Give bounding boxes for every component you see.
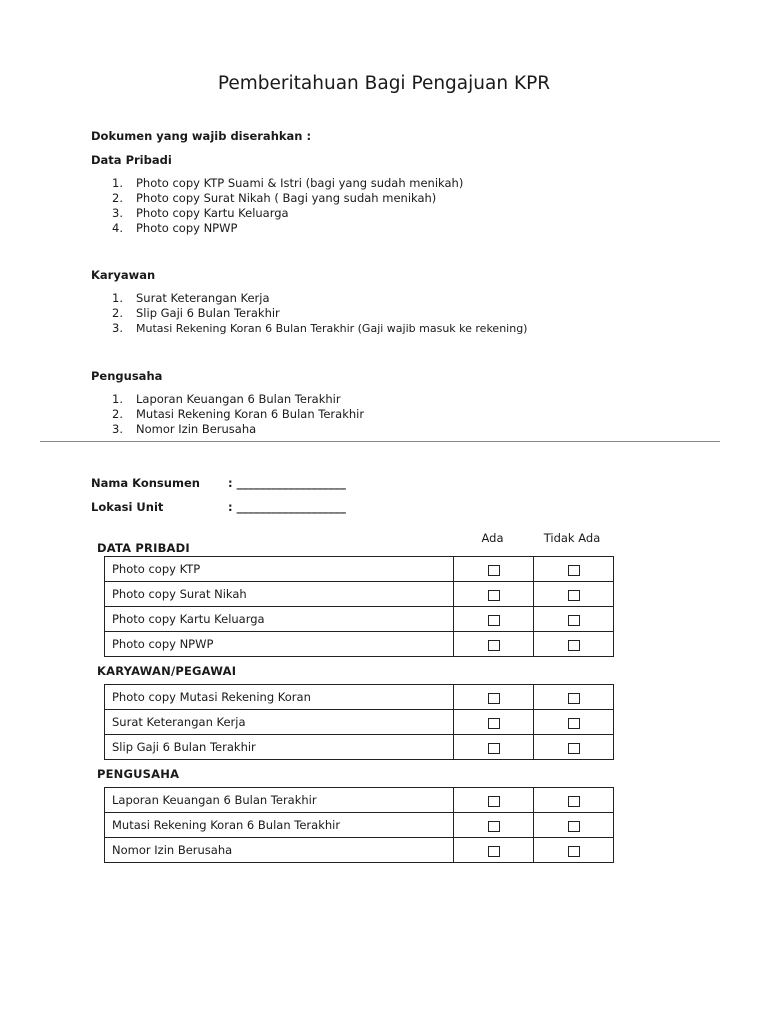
- tidak-ada-cell: [534, 710, 614, 735]
- ada-cell: [454, 735, 534, 760]
- list-item: [112, 321, 672, 336]
- ada-cell: [454, 685, 534, 710]
- intro-text: Dokumen yang wajib diserahkan :: [91, 129, 312, 143]
- tidak-ada-checkbox[interactable]: [568, 743, 580, 754]
- list-item: [112, 206, 672, 221]
- data-pribadi-list: [112, 176, 672, 236]
- tidak-ada-cell: [534, 632, 614, 657]
- list-number: 3.: [112, 422, 123, 436]
- karyawan-list: [112, 291, 672, 336]
- nama-konsumen-row: [91, 475, 491, 491]
- tidak-ada-cell: [534, 582, 614, 607]
- ada-cell: [454, 813, 534, 838]
- ada-cell: [454, 632, 534, 657]
- checklist-item-label: Surat Keterangan Kerja: [105, 710, 454, 735]
- table-row: [105, 557, 614, 582]
- list-label: Mutasi Rekening Koran 6 Bulan Terakhir (Gaji wajib masuk ke rekening): [136, 322, 528, 335]
- nama-konsumen-label: Nama Konsumen: [91, 476, 200, 490]
- checklist-item-label: Photo copy Surat Nikah: [105, 582, 454, 607]
- tidak-ada-cell: [534, 735, 614, 760]
- table-row: [105, 607, 614, 632]
- ada-checkbox[interactable]: [488, 821, 500, 832]
- table-row: [105, 735, 614, 760]
- column-header-ada: Ada: [481, 531, 504, 545]
- ada-checkbox[interactable]: [488, 796, 500, 807]
- ada-checkbox[interactable]: [488, 718, 500, 729]
- table-row: [105, 582, 614, 607]
- section-heading-data-pribadi: Data Pribadi: [91, 153, 172, 167]
- list-item: [112, 392, 672, 407]
- ada-checkbox[interactable]: [488, 615, 500, 626]
- list-label: Surat Keterangan Kerja: [136, 291, 270, 305]
- list-number: 3.: [112, 321, 123, 335]
- list-number: 2.: [112, 191, 123, 205]
- ada-cell: [454, 838, 534, 863]
- list-number: 2.: [112, 407, 123, 421]
- tidak-ada-cell: [534, 838, 614, 863]
- tidak-ada-cell: [534, 557, 614, 582]
- list-item: [112, 422, 672, 437]
- checklist-item-label: Photo copy Mutasi Rekening Koran: [105, 685, 454, 710]
- list-label: Photo copy Surat Nikah ( Bagi yang sudah menikah): [136, 191, 437, 205]
- ada-checkbox[interactable]: [488, 693, 500, 704]
- list-item: [112, 407, 672, 422]
- checklist-item-label: Photo copy NPWP: [105, 632, 454, 657]
- ada-checkbox[interactable]: [488, 565, 500, 576]
- tidak-ada-cell: [534, 685, 614, 710]
- column-header-tidak-ada: Tidak Ada: [543, 531, 601, 545]
- table-row: [105, 685, 614, 710]
- section-divider: [40, 441, 720, 442]
- tidak-ada-checkbox[interactable]: [568, 693, 580, 704]
- list-item: [112, 291, 672, 306]
- list-label: Slip Gaji 6 Bulan Terakhir: [136, 306, 280, 320]
- checklist-heading-pengusaha: PENGUSAHA: [97, 767, 180, 781]
- ada-checkbox[interactable]: [488, 846, 500, 857]
- list-number: 1.: [112, 291, 123, 305]
- checklist-item-label: Slip Gaji 6 Bulan Terakhir: [105, 735, 454, 760]
- checklist-table-pengusaha: [104, 787, 614, 863]
- list-item: [112, 306, 672, 321]
- tidak-ada-cell: [534, 813, 614, 838]
- checklist-item-label: Laporan Keuangan 6 Bulan Terakhir: [105, 788, 454, 813]
- section-heading-karyawan: Karyawan: [91, 268, 156, 282]
- checklist-item-label: Photo copy KTP: [105, 557, 454, 582]
- ada-checkbox[interactable]: [488, 743, 500, 754]
- list-label: Photo copy Kartu Keluarga: [136, 206, 289, 220]
- checklist-item-label: Mutasi Rekening Koran 6 Bulan Terakhir: [105, 813, 454, 838]
- tidak-ada-checkbox[interactable]: [568, 796, 580, 807]
- section-heading-pengusaha: Pengusaha: [91, 369, 163, 383]
- list-label: Photo copy NPWP: [136, 221, 238, 235]
- list-number: 4.: [112, 221, 123, 235]
- page-title: Pemberitahuan Bagi Pengajuan KPR: [217, 73, 551, 94]
- list-label: Laporan Keuangan 6 Bulan Terakhir: [136, 392, 341, 406]
- list-item: [112, 191, 672, 206]
- list-number: 1.: [112, 392, 123, 406]
- ada-cell: [454, 607, 534, 632]
- list-label: Nomor Izin Berusaha: [136, 422, 257, 436]
- ada-checkbox[interactable]: [488, 590, 500, 601]
- lokasi-unit-label: Lokasi Unit: [91, 500, 164, 514]
- tidak-ada-checkbox[interactable]: [568, 565, 580, 576]
- list-item: [112, 176, 672, 191]
- checklist-table-karyawan: [104, 684, 614, 760]
- tidak-ada-checkbox[interactable]: [568, 718, 580, 729]
- checklist-heading-karyawan: KARYAWAN/PEGAWAI: [97, 664, 237, 678]
- tidak-ada-checkbox[interactable]: [568, 590, 580, 601]
- list-label: Photo copy KTP Suami & Istri (bagi yang sudah menikah): [136, 176, 464, 190]
- table-row: [105, 813, 614, 838]
- table-row: [105, 788, 614, 813]
- ada-cell: [454, 710, 534, 735]
- table-row: [105, 632, 614, 657]
- ada-checkbox[interactable]: [488, 640, 500, 651]
- lokasi-unit-row: [91, 499, 491, 515]
- list-item: [112, 221, 672, 236]
- tidak-ada-checkbox[interactable]: [568, 640, 580, 651]
- pengusaha-list: [112, 392, 672, 437]
- table-row: [105, 710, 614, 735]
- checklist-item-label: Photo copy Kartu Keluarga: [105, 607, 454, 632]
- list-number: 2.: [112, 306, 123, 320]
- list-label: Mutasi Rekening Koran 6 Bulan Terakhir: [136, 407, 365, 421]
- tidak-ada-cell: [534, 607, 614, 632]
- list-number: 3.: [112, 206, 123, 220]
- lokasi-unit-field[interactable]: : ___________________: [228, 500, 346, 514]
- tidak-ada-checkbox[interactable]: [568, 615, 580, 626]
- ada-cell: [454, 582, 534, 607]
- list-number: 1.: [112, 176, 123, 190]
- checklist-item-label: Nomor Izin Berusaha: [105, 838, 454, 863]
- tidak-ada-checkbox[interactable]: [568, 821, 580, 832]
- checklist-table-data-pribadi: [104, 556, 614, 657]
- nama-konsumen-field[interactable]: : ___________________: [228, 476, 346, 490]
- ada-cell: [454, 557, 534, 582]
- tidak-ada-cell: [534, 788, 614, 813]
- tidak-ada-checkbox[interactable]: [568, 846, 580, 857]
- ada-cell: [454, 788, 534, 813]
- checklist-heading-data-pribadi: DATA PRIBADI: [97, 541, 190, 555]
- table-row: [105, 838, 614, 863]
